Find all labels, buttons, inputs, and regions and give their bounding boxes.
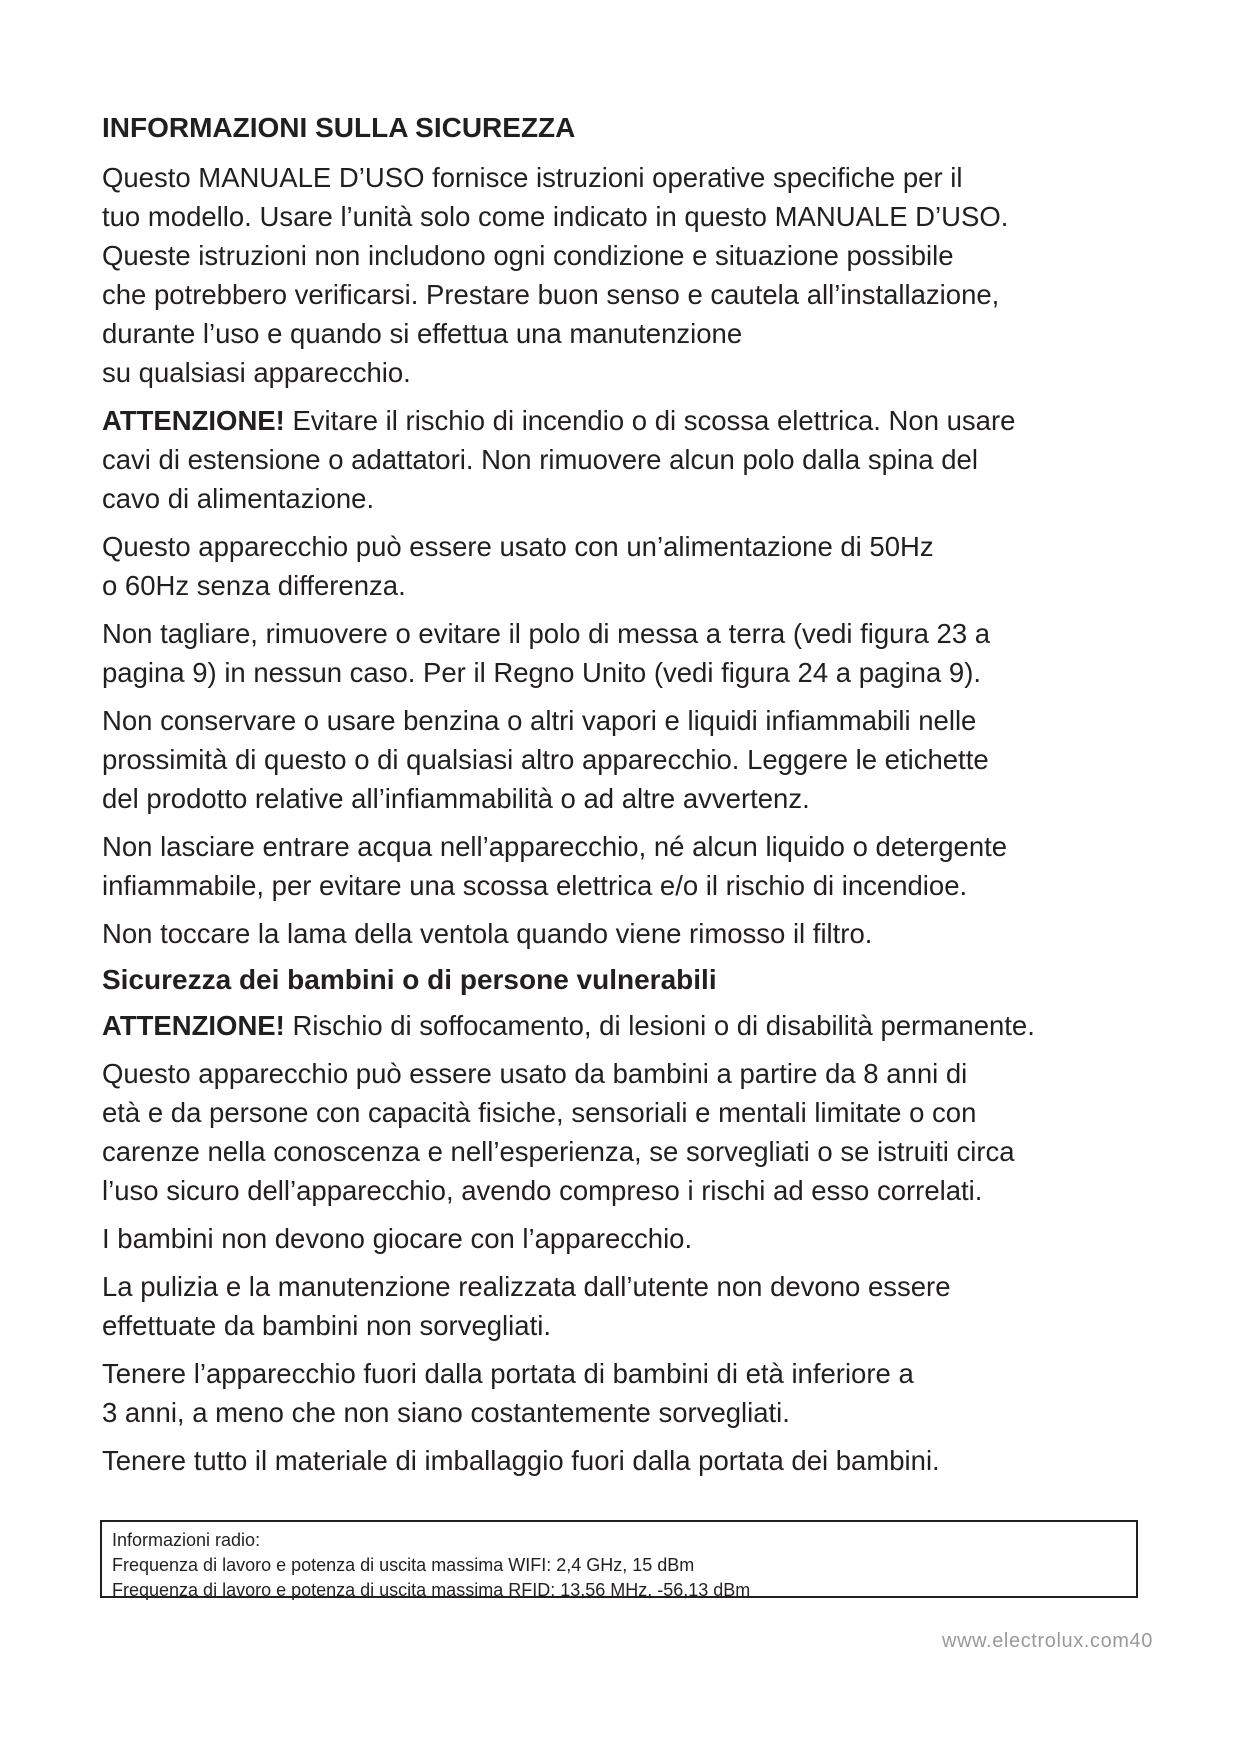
cleaning-paragraph: La pulizia e la manutenzione realizzata dall’utente non devono essere effettuate da bambini non sorvegliati.: [102, 1271, 951, 1341]
safety-content: [102, 110, 1142, 1489]
children-play-paragraph: I bambini non devono giocare con l’apparecchio.: [102, 1223, 693, 1254]
water-paragraph: Non lasciare entrare acqua nell’apparecchio, né alcun liquido o detergente infiammabile, per evitare una scossa elettrica e/o il rischio di incendioe.: [102, 831, 1008, 901]
children-usage-paragraph: Questo apparecchio può essere usato da bambini a partire da 8 anni di età e da persone con capacità fisiche, sensoriali e mentali limitate o con carenze nella conoscenza e nell’esperienza, se sorvegliati o se istruiti circa l’uso sicuro dell’apparecchio, avendo compreso i rischi ad esso correlati.: [102, 1058, 1015, 1206]
child-warning-text: Rischio di soffocamento, di lesioni o di disabilità permanente.: [284, 1010, 1035, 1041]
fan-blade-paragraph: Non toccare la lama della ventola quando viene rimosso il filtro.: [102, 918, 873, 949]
child-warning-label: ATTENZIONE!: [102, 1010, 285, 1041]
page-title: INFORMAZIONI SULLA SICUREZZA: [102, 112, 576, 143]
intro-paragraph: Questo MANUALE D’USO fornisce istruzioni operative specifiche per il tuo modello. Usare l’unità solo come indicato in questo MANUALE D’USO. Queste istruzioni non includono ogni condizione e situazione possibile che potrebbero verificarsi. Prestare buon senso e cautela all’installazione, durante l’uso e quando si effettua una manutenzione su qualsiasi apparecchio.: [102, 162, 1009, 388]
warning-paragraph: [102, 401, 1142, 518]
section-heading: Sicurezza dei bambini o di persone vulnerabili: [102, 964, 717, 995]
radio-info-heading: Informazioni radio:: [112, 1530, 261, 1550]
warning-text: Evitare il rischio di incendio o di scossa elettrica. Non usare cavi di estensione o adattatori. Non rimuovere alcun polo dalla spina del cavo di alimentazione.: [102, 405, 1016, 514]
radio-info-wifi: Frequenza di lavoro e potenza di uscita massima WIFI: 2,4 GHz, 15 dBm: [112, 1555, 695, 1575]
child-warning-paragraph: [102, 1006, 1142, 1045]
flammables-paragraph: Non conservare o usare benzina o altri vapori e liquidi infiammabili nelle prossimità di questo o di qualsiasi altro apparecchio. Leggere le etichette del prodotto relative all’infiammabilità o ad altre avvertenz.: [102, 705, 989, 814]
footer-url-page-number: www.electrolux.com40: [942, 1630, 1153, 1652]
grounding-paragraph: Non tagliare, rimuovere o evitare il polo di messa a terra (vedi figura 23 a pagina 9) in nessun caso. Per il Regno Unito (vedi figura 24 a pagina 9).: [102, 618, 991, 688]
packaging-paragraph: Tenere tutto il materiale di imballaggio fuori dalla portata dei bambini.: [102, 1445, 940, 1476]
radio-info-box: [100, 1520, 1138, 1598]
warning-label: ATTENZIONE!: [102, 405, 285, 436]
power-supply-paragraph: Questo apparecchio può essere usato con un’alimentazione di 50Hz o 60Hz senza differenza.: [102, 531, 934, 601]
radio-info-rfid: Frequenza di lavoro e potenza di uscita massima RFID: 13,56 MHz, -56,13 dBm: [112, 1580, 751, 1600]
under-three-paragraph: Tenere l’apparecchio fuori dalla portata di bambini di età inferiore a 3 anni, a meno che non siano costantemente sorvegliati.: [102, 1358, 914, 1428]
